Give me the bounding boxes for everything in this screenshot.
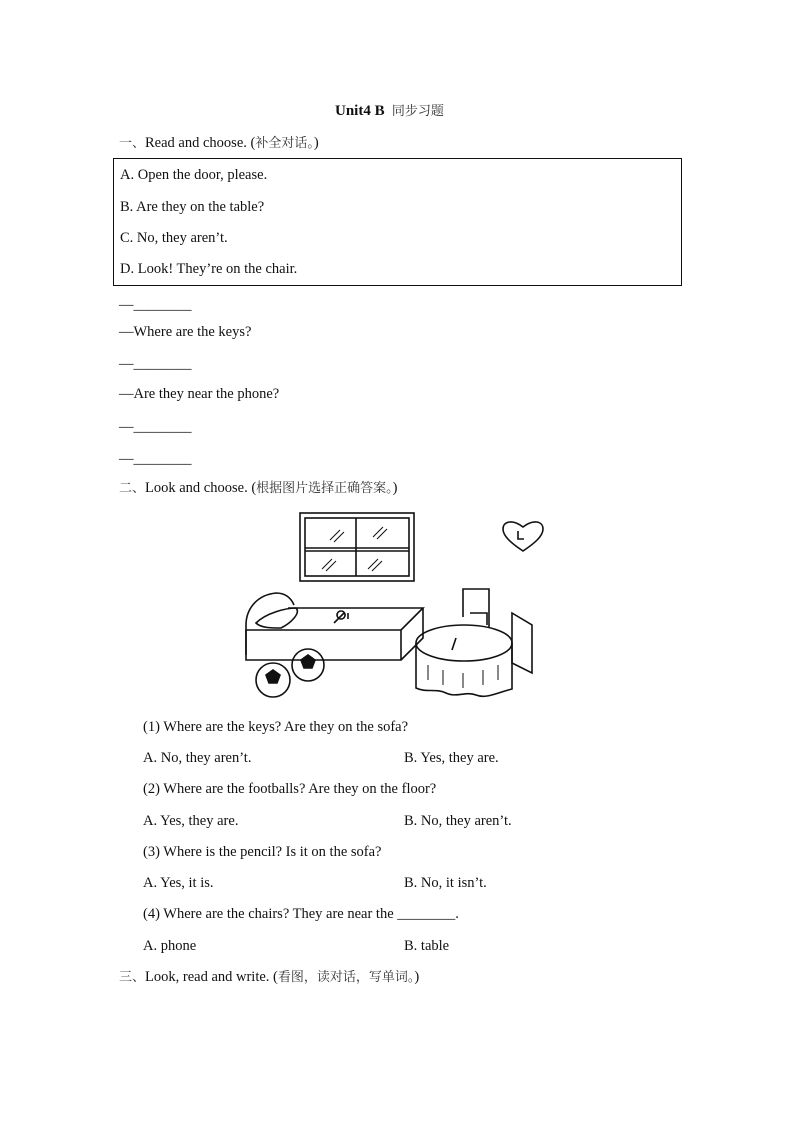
page-title: [335, 102, 444, 121]
question: (1) Where are the keys? Are they on the sofa?: [143, 719, 409, 735]
choice-b: B. No, they aren’t.: [404, 813, 512, 829]
section-number: 一、: [119, 136, 146, 151]
section3-heading: [119, 968, 419, 987]
option-b: B. Are they on the table?: [120, 199, 265, 215]
heading-text: Look, read and write. (: [145, 969, 278, 985]
option-a: A. Open the door, please.: [120, 167, 268, 183]
heart-clock: [503, 522, 543, 551]
heading-close: ): [313, 135, 319, 151]
dialogue-line: —Where are the keys?: [119, 324, 252, 340]
dialogue-line: —________: [119, 297, 192, 313]
heading-close: ): [414, 969, 420, 985]
choice-a: A. Yes, it is.: [143, 875, 214, 891]
option-d: D. Look! They’re on the chair.: [120, 261, 298, 277]
window: [300, 513, 414, 581]
choice-b: B. table: [404, 938, 450, 954]
heading-note: 根据图片选择正确答案。: [256, 481, 393, 496]
dialogue-line: —________: [119, 451, 192, 467]
heading-note: 看图，读对话，写单词。: [277, 970, 415, 985]
choice-a: A. No, they aren’t.: [143, 750, 252, 766]
section-number: 三、: [119, 970, 146, 985]
dialogue-line: —________: [119, 356, 192, 372]
heading-note: 补全对话。: [255, 136, 314, 151]
section-number: 二、: [119, 481, 146, 496]
choice-a: A. Yes, they are.: [143, 813, 239, 829]
dialogue-line: —________: [119, 419, 192, 435]
section1-heading: [119, 134, 319, 153]
room-illustration: [238, 505, 548, 705]
choice-a: A. phone: [143, 938, 197, 954]
title-cn: 同步习题: [391, 104, 444, 119]
title-en: Unit4 B: [335, 103, 385, 119]
chair: [512, 613, 532, 673]
keys: [334, 611, 348, 623]
heading-text: Read and choose. (: [145, 135, 256, 151]
pencil: [452, 638, 456, 650]
heading-text: Look and choose. (: [145, 480, 257, 496]
dialogue-line: —Are they near the phone?: [119, 386, 280, 402]
question: (2) Where are the footballs? Are they on the floor?: [143, 781, 437, 797]
choice-b: B. No, it isn’t.: [404, 875, 487, 891]
section2-heading: [119, 479, 398, 498]
question: (3) Where is the pencil? Is it on the sofa?: [143, 844, 382, 860]
table: [416, 625, 512, 661]
option-c: C. No, they aren’t.: [120, 230, 228, 246]
chair: [463, 589, 489, 627]
heading-close: ): [392, 480, 398, 496]
question: (4) Where are the chairs? They are near the ________.: [143, 906, 459, 922]
choice-b: B. Yes, they are.: [404, 750, 499, 766]
